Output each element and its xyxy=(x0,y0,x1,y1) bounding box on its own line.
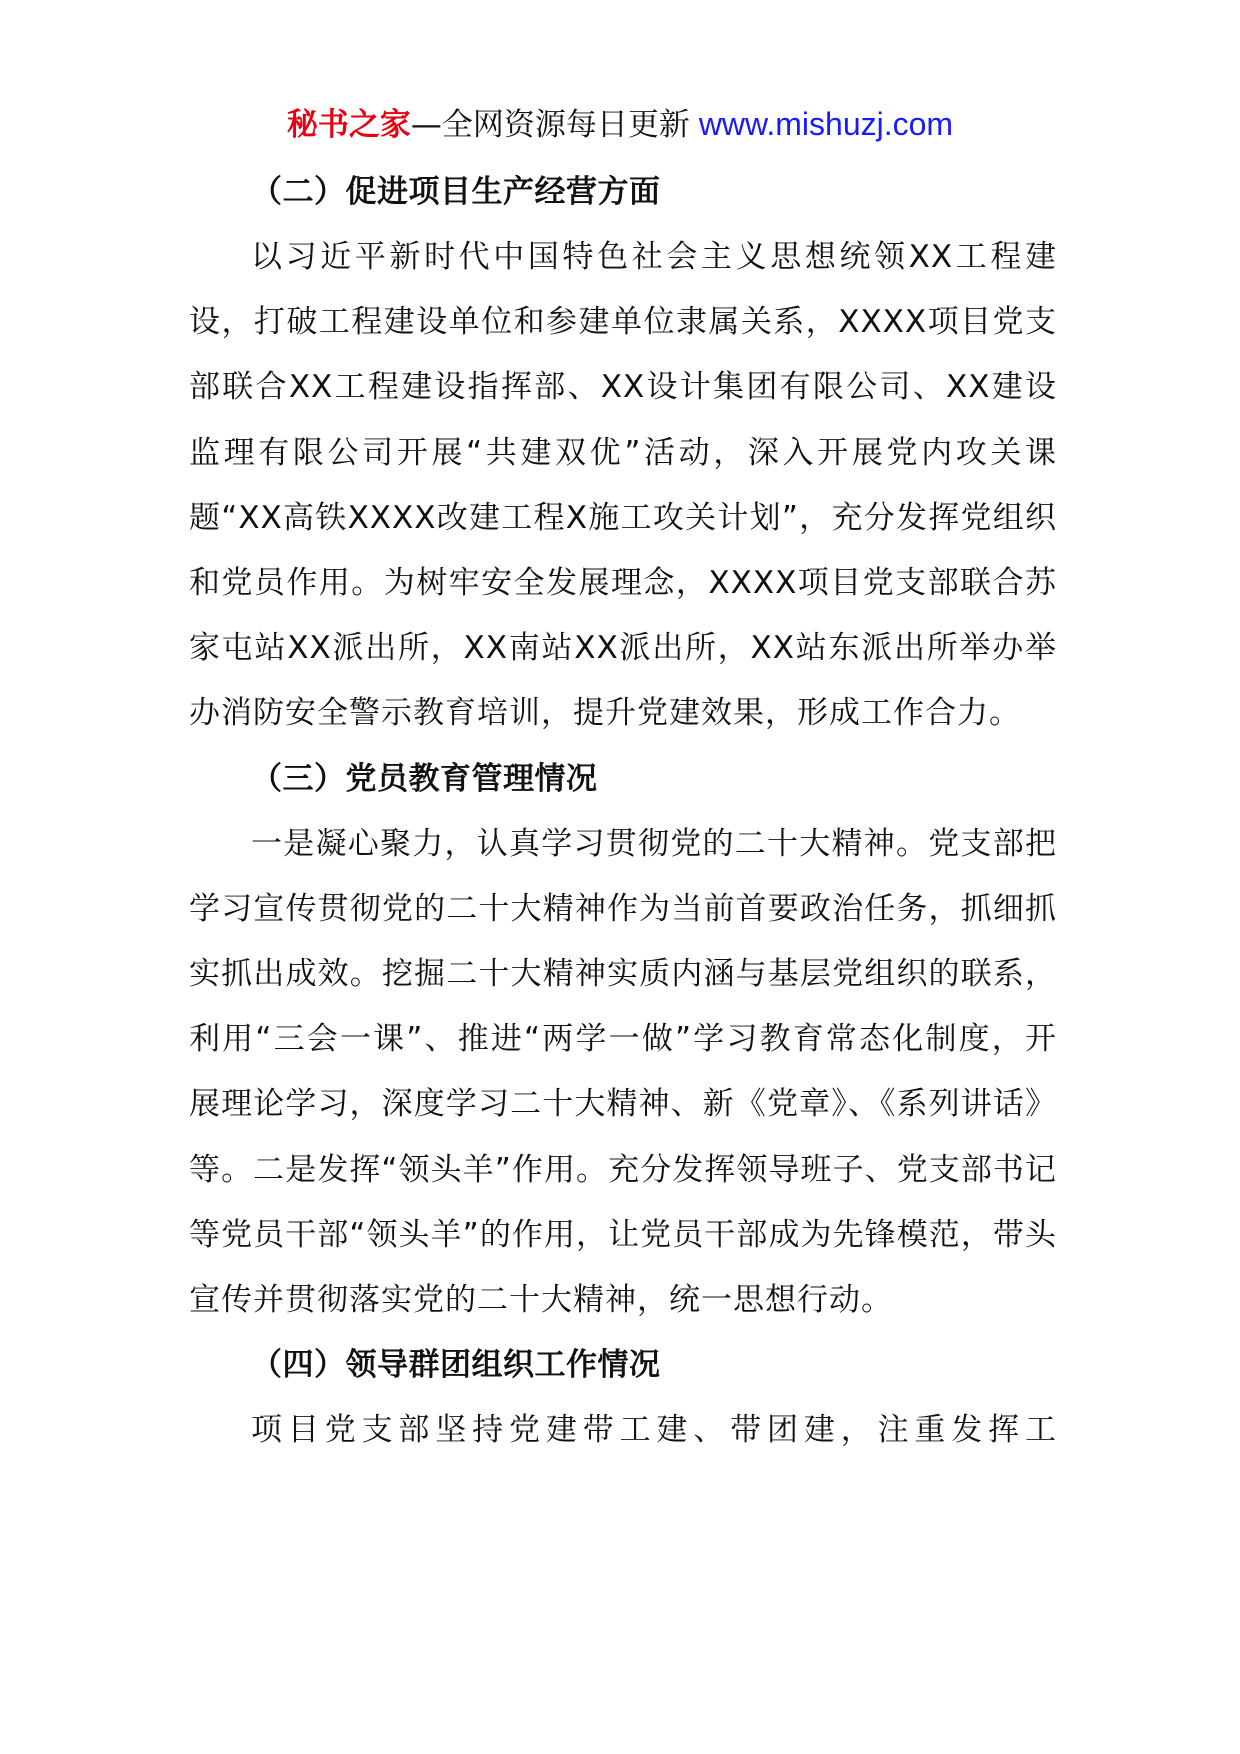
section-heading-2: （二）促进项目生产经营方面 xyxy=(251,174,661,210)
site-url-link[interactable]: www.mishuzj.com xyxy=(689,106,954,142)
section-heading-3: （三）党员教育管理情况 xyxy=(251,760,598,797)
section-heading-4: （四）领导群团组织工作情况 xyxy=(251,1347,661,1384)
site-header xyxy=(0,104,1240,145)
site-brand: 秘书之家 xyxy=(286,107,411,143)
document-body xyxy=(189,160,1057,1463)
site-tagline: —全网资源每日更新 xyxy=(410,107,690,143)
section-2-paragraph: 以习近平新时代中国特色社会主义思想统领XX工程建设，打破工程建设单位和参建单位隶属关系，XXXX项目党支部联合XX工程建设指挥部、XX设计集团有限公司、XX建设监理有限公司开展“共建双优”活动，深入开展党内攻关课题“XX高铁XXXX改建工程X施工攻关计划”，充分发挥党组织和党员作用。为树牢安全发展理念，XXXX项目党支部联合苏家屯站XX派出所，XX南站XX派出所，XX站东派出所举办举办消防安全警示教育培训，提升党建效果，形成工作合力。 xyxy=(189,239,1057,732)
section-4-paragraph: 项目党支部坚持党建带工建、带团建，注重发挥工 xyxy=(251,1412,1057,1449)
section-3-paragraph: 一是凝心聚力，认真学习贯彻党的二十大精神。党支部把学习宣传贯彻党的二十大精神作为当前首要政治任务，抓细抓实抓出成效。挖掘二十大精神实质内涵与基层党组织的联系，利用“三会一课”、推进“两学一做”学习教育常态化制度，开展理论学习，深度学习二十大精神、新《党章》、《系列讲话》等。二是发挥“领头羊”作用。充分发挥领导班子、党支部书记等党员干部“领头羊”的作用，让党员干部成为先锋模范，带头宣传并贯彻落实党的二十大精神，统一思想行动。 xyxy=(189,825,1057,1319)
